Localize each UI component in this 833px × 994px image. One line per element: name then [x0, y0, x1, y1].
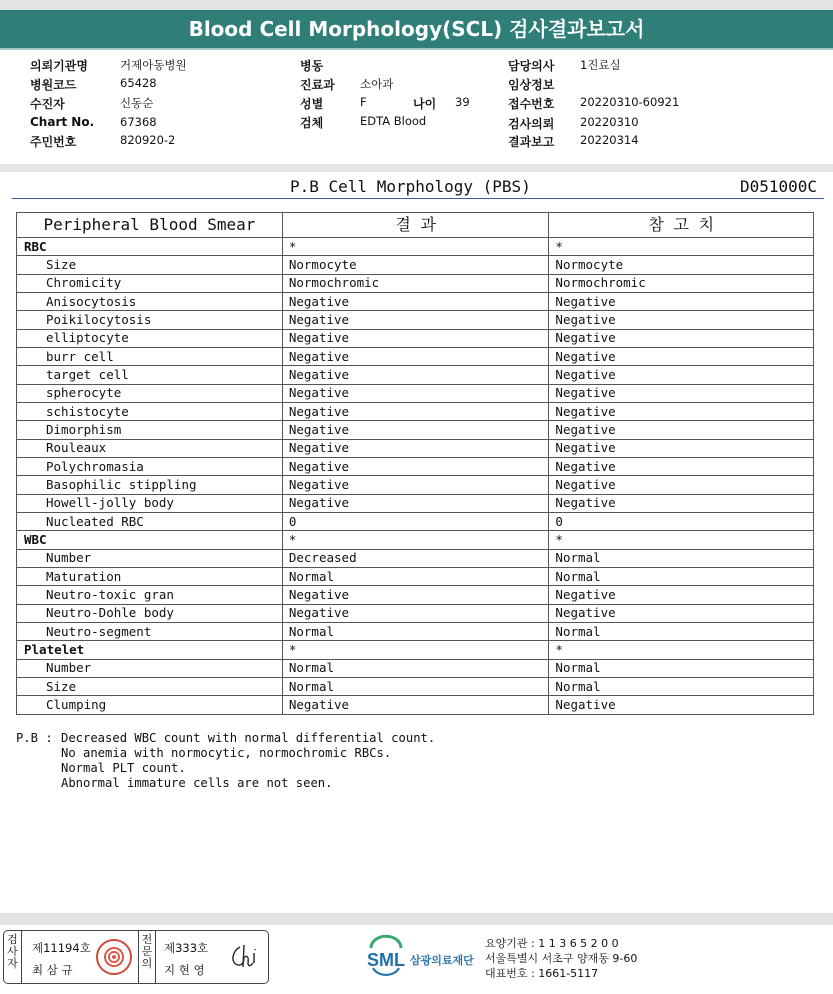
item-name: Basophilic stippling [17, 476, 283, 494]
result-value: Negative [282, 457, 549, 475]
item-name: Neutro-toxic gran [17, 586, 283, 604]
info-value: 820920-2 [120, 133, 176, 147]
table-row [17, 622, 814, 640]
logo-text: SML [367, 950, 405, 970]
banner-underline [0, 48, 833, 50]
result-value: 0 [282, 512, 549, 530]
examiner-name: 최 삼 규 [32, 963, 73, 977]
address-line: 대표번호 : 1661-5117 [485, 967, 599, 980]
table-row [17, 347, 814, 365]
info-value: 67368 [120, 115, 157, 129]
info-value: 신동순 [120, 96, 154, 110]
table-row [17, 567, 814, 585]
result-value: Normocyte [282, 256, 549, 274]
info-label: 수진자 [30, 97, 65, 111]
item-name: spherocyte [17, 384, 283, 402]
result-value: Normochromic [282, 274, 549, 292]
reference-value: Negative [549, 384, 814, 402]
table-row [17, 366, 814, 384]
table-row [17, 494, 814, 512]
note-line: Decreased WBC count with normal differential count. [61, 731, 436, 745]
test-code: D051000C [740, 177, 818, 196]
info-label: 병원코드 [30, 78, 77, 92]
examiner-label: 검 사 자 [4, 931, 22, 983]
result-value: Negative [282, 604, 549, 622]
table-row [17, 641, 814, 659]
reference-value: Normal [549, 622, 814, 640]
table-row [17, 292, 814, 310]
item-name: Poikilocytosis [17, 311, 283, 329]
inspector-no: 제333호 [164, 941, 209, 955]
reference-value: Negative [549, 457, 814, 475]
address-line: 요양기관 : 1 1 3 6 5 2 0 0 [485, 937, 619, 950]
reference-value: Negative [549, 696, 814, 714]
result-value: Negative [282, 586, 549, 604]
info-label: 주민번호 [30, 135, 77, 149]
table-row [17, 421, 814, 439]
table-row [17, 384, 814, 402]
reference-value: Normochromic [549, 274, 814, 292]
item-name: schistocyte [17, 402, 283, 420]
note-line: Abnormal immature cells are not seen. [61, 776, 333, 790]
result-value: Negative [282, 439, 549, 457]
result-value: Normal [282, 622, 549, 640]
item-name: Dimorphism [17, 421, 283, 439]
age-value: 39 [455, 95, 470, 109]
table-row [17, 531, 814, 549]
info-value: 20220314 [580, 133, 639, 147]
note-line: No anemia with normocytic, normochromic RBCs. [61, 746, 392, 760]
results-body [17, 238, 814, 715]
item-name: Clumping [17, 696, 283, 714]
result-value: Negative [282, 494, 549, 512]
reference-value: * [549, 641, 814, 659]
reference-value: Negative [549, 292, 814, 310]
address-line: 서울특별시 서초구 양재동 9-60 [485, 952, 638, 965]
result-value: Negative [282, 292, 549, 310]
table-row [17, 256, 814, 274]
result-value: Negative [282, 366, 549, 384]
item-name: Anisocytosis [17, 292, 283, 310]
info-label: 검사의뢰 [508, 117, 555, 131]
section-name: RBC [17, 238, 283, 256]
result-value: Decreased [282, 549, 549, 567]
info-label: 임상정보 [508, 78, 555, 92]
inspector-name: 지 현 영 [164, 963, 205, 977]
report-title-banner [0, 10, 833, 48]
item-name: Number [17, 659, 283, 677]
reference-value: Negative [549, 494, 814, 512]
specimen-label: 검체 [300, 116, 324, 130]
top-gray-bar [0, 0, 833, 10]
table-row [17, 457, 814, 475]
result-value: Negative [282, 476, 549, 494]
info-value: 거제아동병원 [120, 58, 187, 72]
item-name: Neutro-Dohle body [17, 604, 283, 622]
result-value: Normal [282, 659, 549, 677]
inspector-label: 전 문 의 [138, 931, 156, 983]
dept-label: 진료과 [300, 78, 335, 92]
item-name: target cell [17, 366, 283, 384]
reference-value: Negative [549, 347, 814, 365]
age-label: 나이 [413, 97, 437, 111]
header-result: 결 과 [282, 213, 549, 238]
result-value: Negative [282, 329, 549, 347]
table-row [17, 696, 814, 714]
reference-value: Negative [549, 439, 814, 457]
address-block [485, 936, 637, 981]
reference-value: Normal [549, 567, 814, 585]
section-name: WBC [17, 531, 283, 549]
sml-logo [365, 934, 485, 980]
examiner-seal-icon [96, 939, 132, 975]
item-name: Rouleaux [17, 439, 283, 457]
result-value: Negative [282, 311, 549, 329]
item-name: Polychromasia [17, 457, 283, 475]
reference-value: Negative [549, 329, 814, 347]
test-title: P.B Cell Morphology (PBS) [290, 177, 531, 196]
result-value: Negative [282, 402, 549, 420]
item-name: Nucleated RBC [17, 512, 283, 530]
item-name: Size [17, 256, 283, 274]
reference-value: * [549, 531, 814, 549]
result-value: Negative [282, 696, 549, 714]
sex-label: 성별 [300, 97, 324, 111]
reference-value: Negative [549, 402, 814, 420]
table-row [17, 512, 814, 530]
specimen-value: EDTA Blood [360, 114, 427, 128]
reference-value: Negative [549, 421, 814, 439]
note-line: Normal PLT count. [61, 761, 186, 775]
info-label: 의뢰기관명 [30, 59, 88, 73]
bottom-gray-bar [0, 913, 833, 925]
result-value: Negative [282, 384, 549, 402]
item-name: elliptocyte [17, 329, 283, 347]
result-value: * [282, 641, 549, 659]
reference-value: Negative [549, 311, 814, 329]
item-name: Neutro-segment [17, 622, 283, 640]
result-value: Negative [282, 421, 549, 439]
table-row [17, 476, 814, 494]
reference-value: 0 [549, 512, 814, 530]
table-row [17, 439, 814, 457]
info-label: 결과보고 [508, 135, 555, 149]
dept-value: 소아과 [360, 77, 394, 91]
reference-value: Normal [549, 677, 814, 695]
results-table [16, 212, 814, 715]
result-value: Negative [282, 347, 549, 365]
table-row [17, 311, 814, 329]
reference-value: Negative [549, 586, 814, 604]
table-row [17, 274, 814, 292]
section-name: Platelet [17, 641, 283, 659]
item-name: Howell-jolly body [17, 494, 283, 512]
reference-value: Negative [549, 366, 814, 384]
result-value: Normal [282, 677, 549, 695]
item-name: Chromicity [17, 274, 283, 292]
table-row [17, 677, 814, 695]
logo-subtitle: 삼광의료재단 [410, 954, 474, 967]
title-underline [12, 198, 824, 199]
header-item: Peripheral Blood Smear [17, 213, 283, 238]
table-row [17, 659, 814, 677]
result-value: * [282, 531, 549, 549]
report-title: Blood Cell Morphology(SCL) 검사결과보고서 [188, 17, 645, 41]
item-name: Maturation [17, 567, 283, 585]
info-label: Chart No. [30, 115, 95, 129]
table-header-row [17, 213, 814, 238]
info-value: 65428 [120, 76, 157, 90]
table-row [17, 586, 814, 604]
sex-value: F [360, 95, 367, 109]
notes-prefix: P.B : [16, 731, 53, 745]
ward-label: 병동 [300, 59, 324, 73]
reference-value: Normocyte [549, 256, 814, 274]
info-value: 20220310-60921 [580, 95, 680, 109]
item-name: burr cell [17, 347, 283, 365]
signature-box [3, 930, 269, 984]
table-row [17, 402, 814, 420]
section-separator [0, 164, 833, 172]
result-value: Normal [282, 567, 549, 585]
reference-value: Negative [549, 604, 814, 622]
table-row [17, 329, 814, 347]
reference-value: * [549, 238, 814, 256]
reference-value: Negative [549, 476, 814, 494]
examiner-no: 제11194호 [32, 941, 91, 955]
item-name: Size [17, 677, 283, 695]
signature-icon [226, 941, 266, 973]
table-row [17, 549, 814, 567]
table-row [17, 238, 814, 256]
header-reference: 참 고 치 [549, 213, 814, 238]
info-label: 접수번호 [508, 97, 555, 111]
reference-value: Normal [549, 659, 814, 677]
info-label: 담당의사 [508, 59, 555, 73]
reference-value: Normal [549, 549, 814, 567]
result-value: * [282, 238, 549, 256]
item-name: Number [17, 549, 283, 567]
info-value: 1진료실 [580, 58, 621, 72]
table-row [17, 604, 814, 622]
info-value: 20220310 [580, 115, 639, 129]
